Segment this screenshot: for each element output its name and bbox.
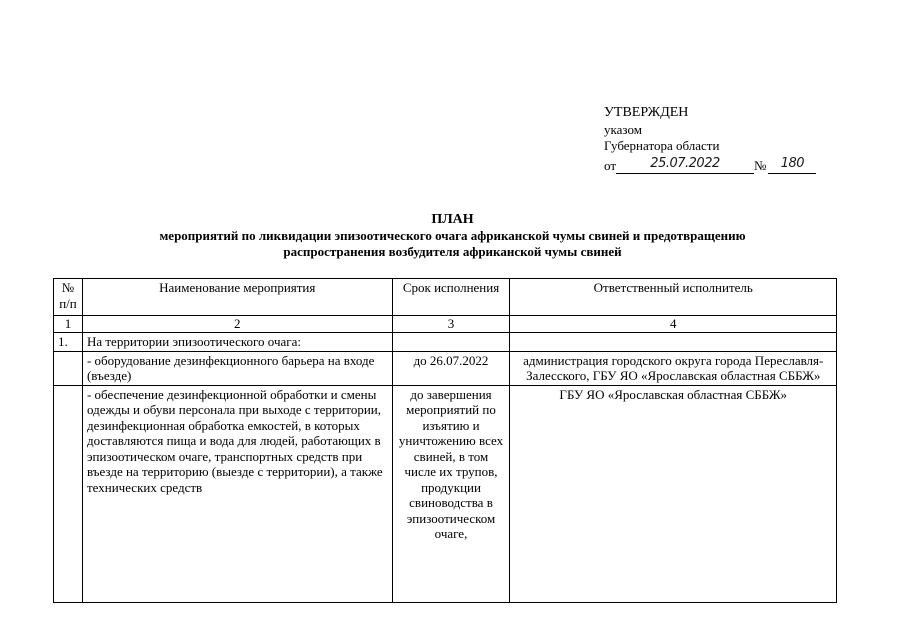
row-executor: ГБУ ЯО «Ярославская областная СББЖ» — [510, 385, 837, 602]
title-plan: ПЛАН — [431, 212, 474, 227]
row-num — [54, 385, 83, 602]
row-name: - оборудование дезинфекционного барьера на входе (въезде) — [82, 351, 392, 385]
decree-number-handwritten: 180 — [768, 155, 816, 174]
row-num — [54, 351, 83, 385]
approval-stamp — [604, 104, 816, 174]
title-line-3: распространения возбудителя африканской чумы свиней — [283, 244, 622, 259]
header-executor: Ответственный исполнитель — [510, 279, 837, 316]
row-name: На территории эпизоотического очага: — [82, 333, 392, 352]
table-header-row — [54, 279, 837, 316]
table-row — [54, 351, 837, 385]
table-row — [54, 333, 837, 352]
number-label: № — [754, 158, 767, 173]
row-executor — [510, 333, 837, 352]
row-executor: администрация городского округа города Переславля-Залесского, ГБУ ЯО «Ярославская областная СББЖ» — [510, 351, 837, 385]
column-number: 1 — [54, 316, 83, 333]
row-deadline — [392, 333, 510, 352]
decree-label: указом — [604, 122, 642, 137]
column-number-row — [54, 316, 837, 333]
header-deadline: Срок исполнения — [392, 279, 510, 316]
governor-label: Губернатора области — [604, 138, 720, 153]
column-number: 2 — [82, 316, 392, 333]
table-row — [54, 385, 837, 602]
header-num: № п/п — [54, 279, 83, 316]
row-deadline: до 26.07.2022 — [392, 351, 510, 385]
header-name: Наименование мероприятия — [82, 279, 392, 316]
row-num: 1. — [54, 333, 83, 352]
from-label: от — [604, 158, 617, 173]
document-title — [0, 212, 905, 260]
decree-date-handwritten: 25.07.2022 — [616, 155, 754, 174]
decree-date-line — [604, 152, 816, 174]
approved-label: УТВЕРЖДЕН — [604, 105, 689, 120]
measures-table — [53, 278, 837, 603]
column-number: 3 — [392, 316, 510, 333]
row-name: - обеспечение дезинфекционной обработки и смены одежды и обуви персонала при выходе с территории, дезинфекционная обработка емкостей, в которых доставляются пища и вода для людей, работающих в эпизоотическом очаге, транспортных средств при въезде на территорию (выезде с территории), а также технических средств — [82, 385, 392, 602]
row-deadline: до завершения мероприятий по изъятию и уничтожению всех свиней, в том числе их трупов, продукции свиноводства в эпизоотическом очаге, — [392, 385, 510, 602]
column-number: 4 — [510, 316, 837, 333]
title-line-2: мероприятий по ликвидации эпизоотического очага африканской чумы свиней и предотвращению — [159, 228, 746, 243]
